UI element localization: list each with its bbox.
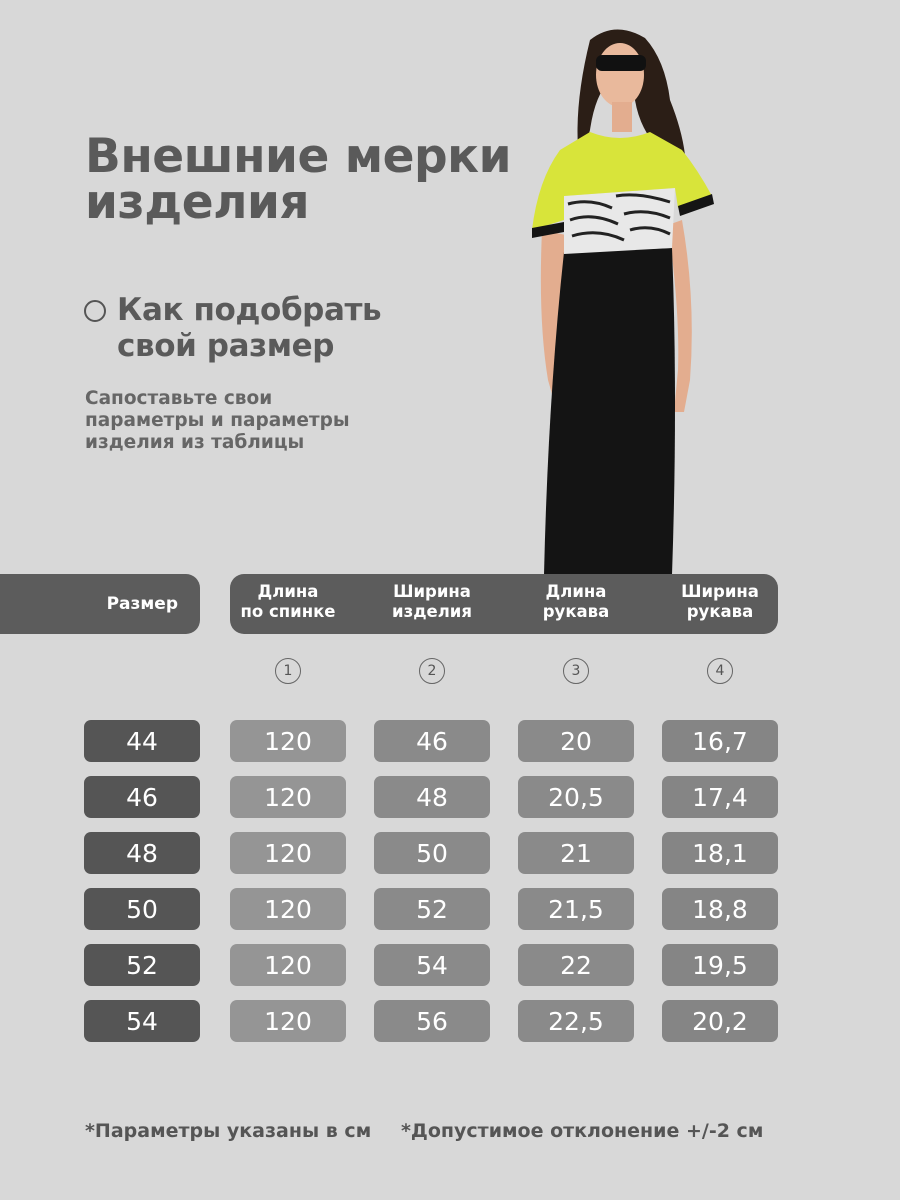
sleeve-length-cell: 21,5: [518, 888, 634, 930]
width-cell: 56: [374, 1000, 490, 1042]
back-length-cell: 120: [230, 776, 346, 818]
back-length-cell: 120: [230, 720, 346, 762]
col-header-sleeve-length-line-2: рукава: [542, 602, 610, 621]
col-header-sleeve-length: [511, 582, 641, 622]
col-header-sleeve-width: [655, 582, 785, 622]
col-header-width-line-2: изделия: [392, 602, 472, 621]
col-header-sleeve-width-line-2: рукава: [686, 602, 754, 621]
howto-line-1: Как подобрать: [117, 292, 382, 328]
model-face: [596, 43, 644, 107]
back-length-cell: 120: [230, 888, 346, 930]
back-length-cell: 120: [230, 1000, 346, 1042]
back-length-cell: 120: [230, 832, 346, 874]
col-header-back-length: [223, 582, 353, 622]
size-cell: 46: [84, 776, 200, 818]
footer-note-tolerance: *Допустимое отклонение +/-2 см: [401, 1120, 764, 1142]
sleeve-width-cell: 17,4: [662, 776, 778, 818]
instruction-line-2: параметры и параметры: [85, 410, 350, 431]
col-header-sleeve-length-line-1: Длина: [545, 582, 607, 601]
col-header-width: [367, 582, 497, 622]
circle-bullet-icon: [84, 300, 106, 322]
sleeve-length-cell: 22: [518, 944, 634, 986]
col-header-back-length-line-1: Длина: [257, 582, 319, 601]
sleeve-length-cell: 20: [518, 720, 634, 762]
size-cell: 50: [84, 888, 200, 930]
sleeve-length-cell: 21: [518, 832, 634, 874]
width-cell: 50: [374, 832, 490, 874]
sleeve-width-cell: 16,7: [662, 720, 778, 762]
sleeve-width-cell: 20,2: [662, 1000, 778, 1042]
back-length-cell: 120: [230, 944, 346, 986]
size-header-label: Размер: [106, 594, 178, 614]
col-header-sleeve-width-line-1: Ширина: [681, 582, 759, 601]
column-marker-1: 1: [275, 658, 301, 684]
instruction-text: [85, 388, 350, 454]
page-title-line-2: изделия: [85, 175, 310, 230]
col-header-width-line-1: Ширина: [393, 582, 471, 601]
col-header-back-length-line-2: по спинке: [240, 602, 336, 621]
size-cell: 44: [84, 720, 200, 762]
sleeve-width-cell: 19,5: [662, 944, 778, 986]
width-cell: 54: [374, 944, 490, 986]
model-photo: [520, 20, 730, 575]
sunglasses-icon: [596, 55, 646, 71]
size-cell: 48: [84, 832, 200, 874]
width-cell: 48: [374, 776, 490, 818]
howto-line-2: свой размер: [117, 328, 335, 364]
column-marker-3: 3: [563, 658, 589, 684]
page-title-line-1: Внешние мерки: [85, 129, 512, 184]
column-marker-2: 2: [419, 658, 445, 684]
sleeve-width-cell: 18,8: [662, 888, 778, 930]
sleeve-width-cell: 18,1: [662, 832, 778, 874]
instruction-line-3: изделия из таблицы: [85, 432, 305, 453]
size-cell: 52: [84, 944, 200, 986]
width-cell: 46: [374, 720, 490, 762]
column-marker-4: 4: [707, 658, 733, 684]
size-column-header: [0, 574, 200, 634]
sleeve-length-cell: 22,5: [518, 1000, 634, 1042]
page-title: [85, 129, 512, 230]
dress-skirt: [544, 248, 675, 575]
howto-heading: [84, 292, 381, 364]
width-cell: 52: [374, 888, 490, 930]
footer-note-units: *Параметры указаны в см: [85, 1120, 372, 1142]
size-cell: 54: [84, 1000, 200, 1042]
measurement-columns-header: [230, 574, 778, 634]
model-neck: [612, 102, 632, 132]
sleeve-length-cell: 20,5: [518, 776, 634, 818]
instruction-line-1: Сапоставьте свои: [85, 388, 273, 409]
